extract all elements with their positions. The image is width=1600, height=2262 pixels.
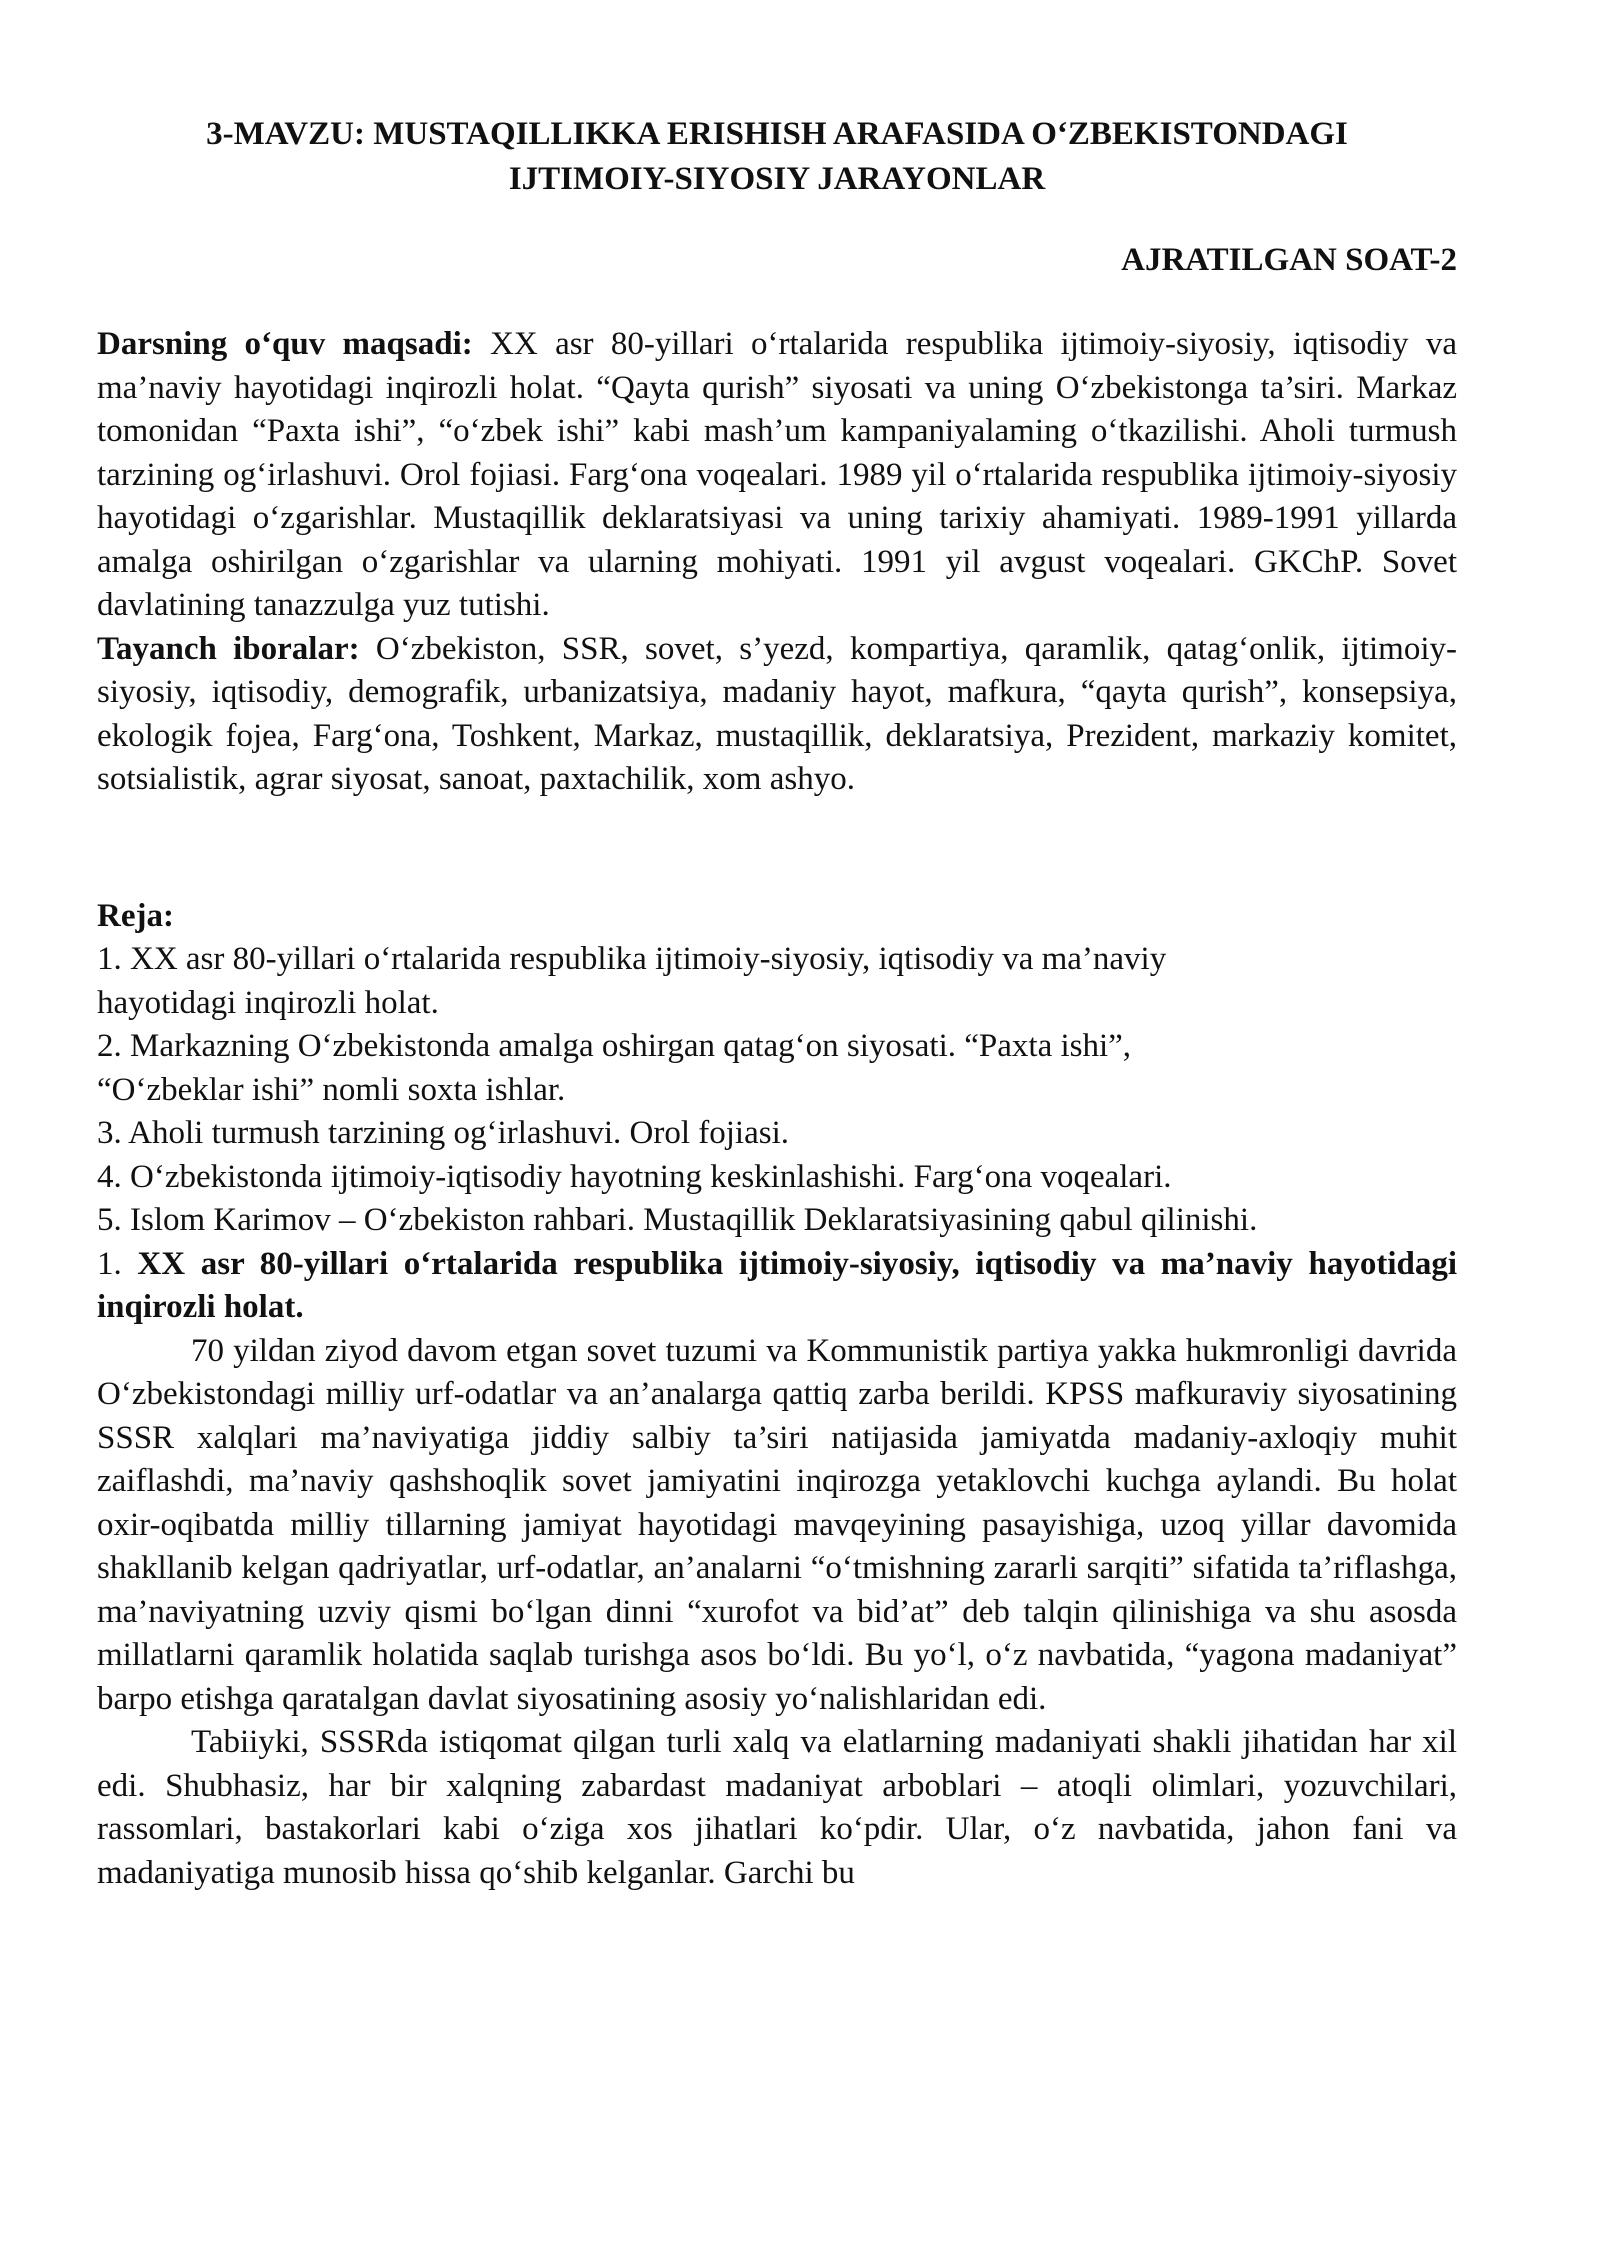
plan-item: 3. Aholi turmush tarzining og‘irlashuvi. Orol fojiasi.: [97, 1115, 790, 1151]
plan-item: 2. Markazning O‘zbekistonda amalga oshirgan qatag‘on siyosati. “Paxta ishi”, “O‘zbeklar ishi” nomli soxta ishlar.: [97, 1028, 1132, 1108]
plan-item: 1. XX asr 80-yillari o‘rtalarida respublika ijtimoiy-siyosiy, iqtisodiy va ma’naviy hayotidagi inqirozli holat.: [97, 941, 1167, 1021]
lesson-goal-text: XX asr 80-yillari o‘rtalarida respublika ijtimoiy-siyosiy, iqtisodiy va ma’naviy hayotidagi inqirozli holat. “Qayta qurish” siyosati va uning O‘zbekistonga ta’siri. Markaz tomonidan “Paxta ishi”, “o‘zbek ishi” kabi mash’um kampaniyalaming o‘tkazilishi. Aholi turmush tarzining og‘irlashuvi. Orol fojiasi. Farg‘ona voqealari. 1989 yil o‘rtalarida respublika ijtimoiy-siyosiy hayotidagi o‘zgarishlar. Mustaqillik deklaratsiyasi va uning tarixiy ahamiyati. 1989-1991 yillarda amalga oshirilgan o‘zgarishlar va ularning mohiyati. 1991 yil avgust voqealari. GKChP. Sovet davlatining tanazzulga yuz tutishi.: [97, 326, 1457, 623]
plan-item: 4. O‘zbekistonda ijtimoiy-iqtisodiy hayotning keskinlashishi. Farg‘ona voqealari.: [97, 1158, 1172, 1195]
section-1-number: 1.: [97, 1245, 122, 1282]
plan-heading: Reja:: [97, 897, 174, 934]
title-line-2: IJTIMOIY-SIYOSIY JARAYONLAR: [508, 161, 1046, 197]
section-1-paragraph-2: Tabiiyki, SSSRda istiqomat qilgan turli xalq va elatlarning madaniyati shakli jihatidan har xil edi. Shubhasiz, har bir xalqning zabardast madaniyat arboblari – atoqli olimlari, yozuvchilari, rassomlari, bastakorlari kabi o‘ziga xos jihatlari ko‘pdir. Ular, o‘z navbatida, jahon fani va madaniyatiga munosib hissa qo‘shib kelganlar. Garchi bu: [97, 1724, 1457, 1891]
keywords: [97, 628, 1457, 802]
section-1-title: XX asr 80-yillari o‘rtalarida respublika ijtimoiy-siyosiy, iqtisodiy va ma’naviy hayotidagi inqirozli holat.: [97, 1245, 1458, 1325]
document-title: [97, 112, 1457, 202]
keywords-label: Tayanch iboralar:: [97, 630, 360, 667]
section-1-heading: [97, 1243, 1457, 1330]
plan-item: 5. Islom Karimov – O‘zbekiston rahbari. Mustaqillik Deklaratsiyasining qabul qilinishi.: [97, 1202, 1258, 1238]
document-page: [97, 112, 1457, 1895]
lesson-goal: [97, 323, 1457, 628]
lesson-goal-label: Darsning o‘quv maqsadi:: [97, 326, 473, 362]
allocated-hours: AJRATILGAN SOAT-2: [1121, 242, 1457, 278]
keywords-text: O‘zbekiston, SSR, sovet, s’yezd, kompartiya, qaramlik, qatag‘onlik, ijtimoiy-siyosiy, iqtisodiy, demografik, urbanizatsiya, madaniy hayot, mafkura, “qayta qurish”, konsepsiya, ekologik fojea, Farg‘ona, Toshkent, Markaz, mustaqillik, deklaratsiya, Prezident, markaziy komitet, sotsialistik, agrar siyosat, sanoat, paxtachilik, xom ashyo.: [97, 630, 1457, 797]
plan-list: [97, 938, 1457, 1243]
title-line-1: 3-MAVZU: MUSTAQILLIKKA ERISHISH ARAFASIDA O‘ZBEKISTONDAGI: [206, 116, 1348, 152]
section-1-paragraph-1: 70 yildan ziyod davom etgan sovet tuzumi va Kommunistik partiya yakka hukmronligi davrida O‘zbekistondagi milliy urf-odatlar va an’analarga qattiq zarba berildi. KPSS mafkuraviy siyosatining SSSR xalqlari ma’naviyatiga jiddiy salbiy ta’siri natijasida jamiyatda madaniy-axloqiy muhit zaiflashdi, ma’naviy qashshoqlik sovet jamiyatini inqirozga yetaklovchi kuchga aylandi. Bu holat oxir-oqibatda milliy tillarning jamiyat hayotidagi mavqeyining pasayishiga, uzoq yillar davomida shakllanib kelgan qadriyatlar, urf-odatlar, an’analarni “o‘tmishning zararli sarqiti” sifatida ta’riflashga, ma’naviyatning uzviy qismi bo‘lgan dinni “xurofot va bid’at” deb talqin qilinishiga va shu asosda millatlarni qaramlik holatida saqlab turishga asos bo‘ldi. Bu yo‘l, o‘z navbatida, “yagona madaniyat” barpo etishga qaratalgan davlat siyosatining asosiy yo‘nalishlaridan edi.: [97, 1332, 1457, 1717]
